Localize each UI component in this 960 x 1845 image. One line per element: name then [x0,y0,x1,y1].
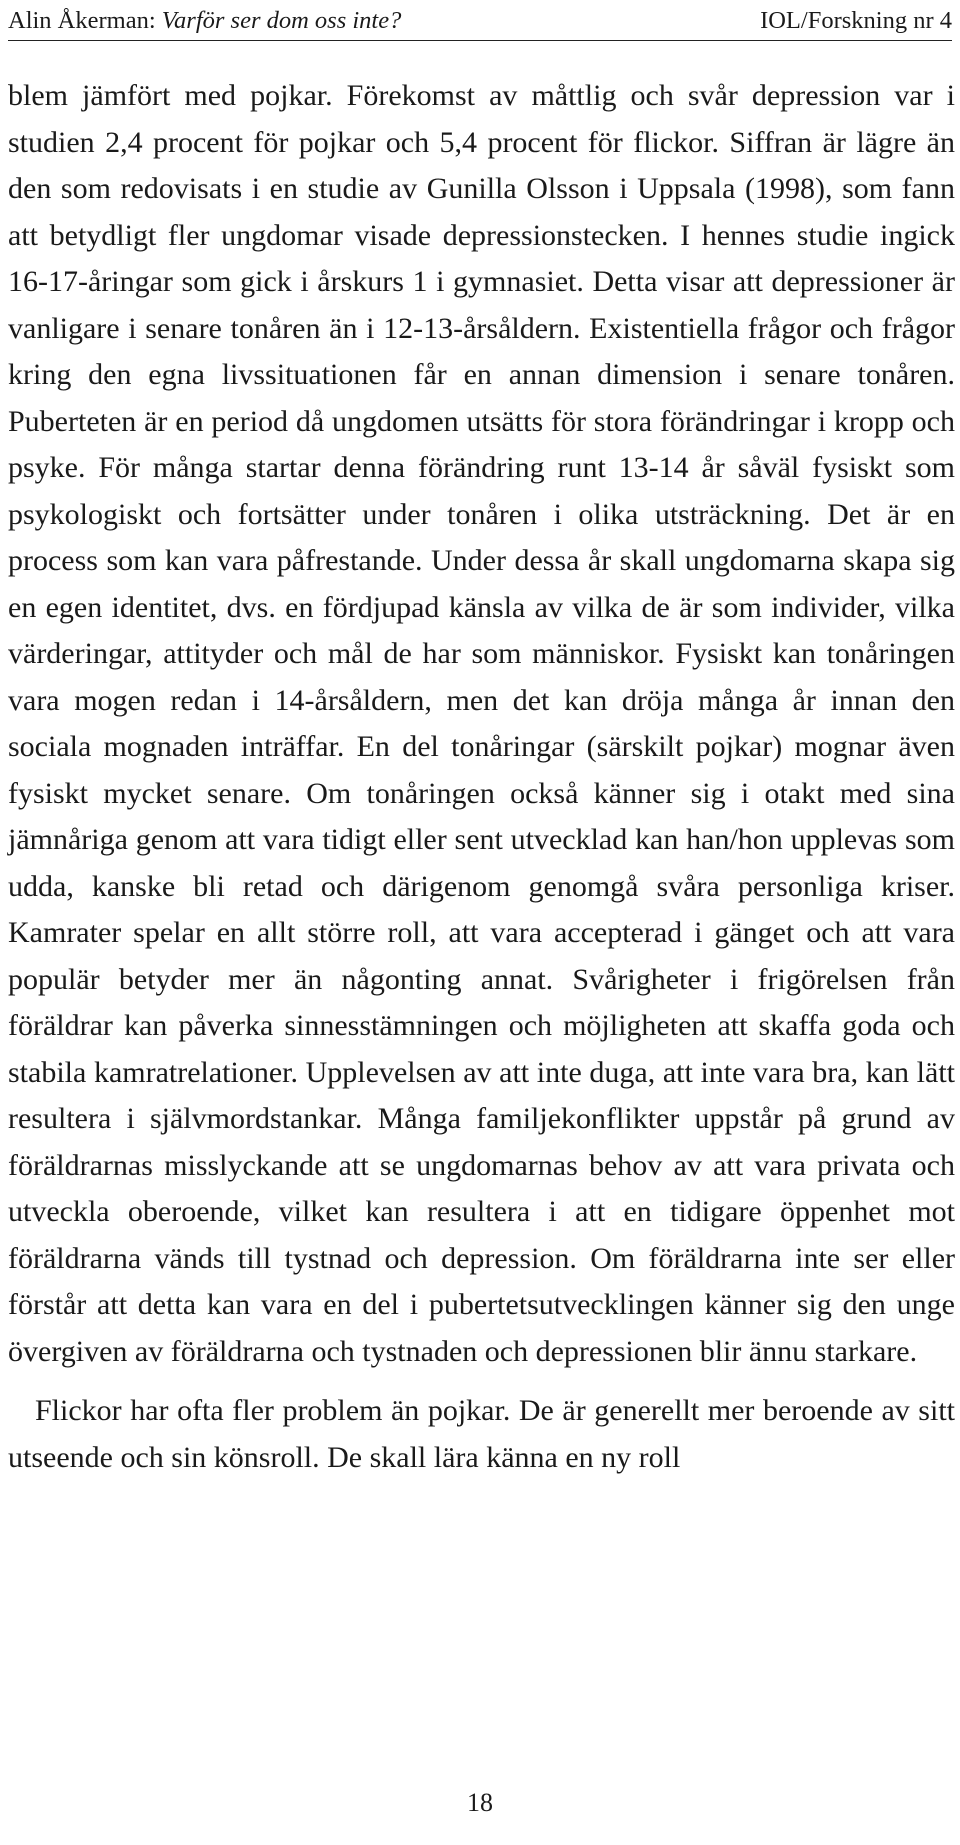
paragraph-1: blem jämfört med pojkar. Förekomst av måttlig och svår depression var i studien 2,4 procent för pojkar och 5,4 procent för flickor. Siffran är lägre än den som redovisats i en studie av Gunilla Olsson i Uppsala (1998), som fann att betydligt fler ungdomar visade depressionstecken. I hennes studie ingick 16-17-åringar som gick i årskurs 1 i gymnasiet. Detta visar att depressioner är vanligare i senare tonåren än i 12-13-årsåldern. Existentiella frågor och frågor kring den egna livssituationen får en annan dimension i senare tonåren. Puberteten är en period då ungdomen utsätts för stora förändringar i kropp och psyke. För många startar denna förändring runt 13-14 år såväl fysiskt som psykologiskt och fortsätter under tonåren i olika utsträckning. Det är en process som kan vara påfrestande. Under dessa år skall ungdomarna skapa sig en egen identitet, dvs. en fördjupad känsla av vilka de är som individer, vilka värderingar, attityder och mål de har som människor. Fysiskt kan tonåringen vara mogen redan i 14-årsåldern, men det kan dröja många år innan den sociala mognaden inträffar. En del tonåringar (särskilt pojkar) mognar även fysiskt mycket senare. Om tonåringen också känner sig i otakt med sina jämnåriga genom att vara tidigt eller sent utvecklad kan han/hon upplevas som udda, kanske bli retad och därigenom genomgå svåra personliga kriser. Kamrater spelar en allt större roll, att vara accepterad i gänget och att vara populär betyder mer än någonting annat. Svårigheter i frigörelsen från föräldrar kan påverka sinnesstämningen och möjligheten att skaffa goda och stabila kamratrelationer. Upplevelsen av att inte duga, att inte vara bra, kan lätt resultera i självmordstankar. Många familjekonflikter uppstår på grund av föräldrarnas misslyckande att se ungdomarnas behov av att vara privata och utveckla oberoende, vilket kan resultera i att en tidigare öppenhet mot föräldrarna vänds till tystnad och depression. Om föräldrarna inte ser eller förstår att detta kan vara en del i pubertetsutvecklingen känner sig den unge övergiven av föräldrarna och tystnaden och depressionen blir ännu starkare. [8,79,955,1368]
page-number: 18 [467,1788,493,1817]
paragraph-2: Flickor har ofta fler problem än pojkar. De är generellt mer beroende av sitt utseende och sin könsroll. De skall lära känna en ny roll [8,1394,955,1474]
running-header [8,4,952,41]
header-title: Varför ser dom oss inte? [161,7,402,34]
header-author: Alin Åkerman: [8,7,156,34]
header-series: IOL/Forskning nr 4 [760,7,952,34]
body-text [8,73,955,1481]
header-author-title [8,4,401,38]
